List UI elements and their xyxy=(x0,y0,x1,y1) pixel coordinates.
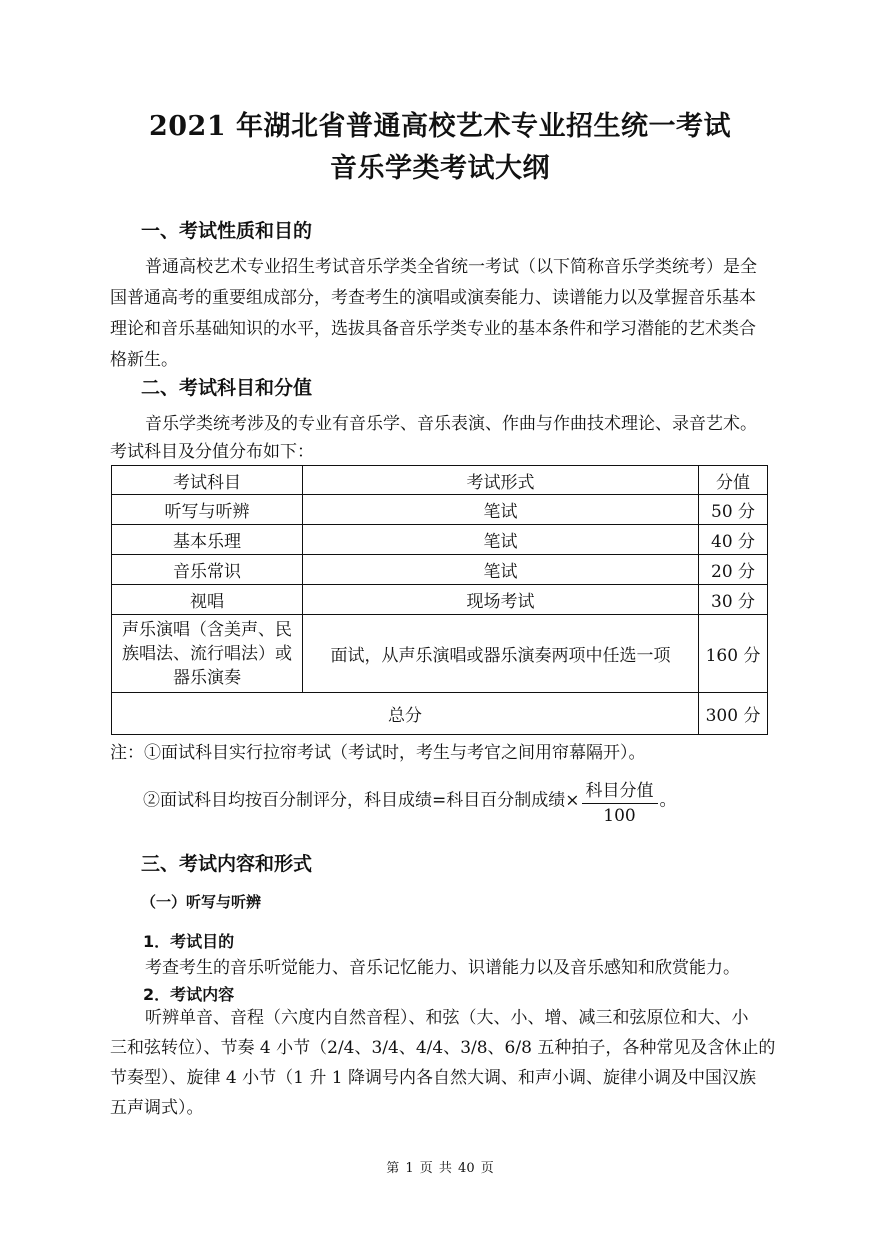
item-1-heading: 1．考试目的 xyxy=(143,932,235,951)
paragraph-line: 三和弦转位）、节奏 4 小节（2/4、3/4、4/4、3/8、6/8 五种拍子，各种常见及含休止的 xyxy=(110,1038,776,1058)
form-cell: 面试，从声乐演唱或器乐演奏两项中任选一项 xyxy=(302,615,698,693)
subject-cell: 听写与听辨 xyxy=(112,495,303,525)
table-row xyxy=(112,585,768,615)
fraction-denominator: 100 xyxy=(603,806,636,826)
paragraph-line: 国普通高考的重要组成部分，考查考生的演唱或演奏能力、读谱能力以及掌握音乐基本 xyxy=(110,288,756,308)
form-cell: 笔试 xyxy=(302,525,698,555)
item-2-paragraph xyxy=(110,1003,776,1123)
score-cell: 160 分 xyxy=(699,615,768,693)
note-2-end: 。 xyxy=(659,790,677,811)
item-1-text xyxy=(110,953,776,984)
score-cell: 20 分 xyxy=(699,555,768,585)
section-2-paragraph xyxy=(110,410,776,466)
paragraph-line: 格新生。 xyxy=(110,350,178,370)
subject-cell-line: 声乐演唱（含美声、民 xyxy=(121,619,292,640)
subject-cell: 音乐常识 xyxy=(112,555,303,585)
table-row xyxy=(112,615,768,693)
column-header-form: 考试形式 xyxy=(302,466,698,495)
total-label-cell: 总分 xyxy=(112,693,699,735)
section-2-heading: 二、考试科目和分值 xyxy=(141,377,313,399)
note-2-text: ②面试科目均按百分制评分，科目成绩=科目百分制成绩× xyxy=(143,790,580,811)
paragraph-line: 考试科目及分值分布如下： xyxy=(110,442,314,462)
page-number-footer: 第 1 页 共 40 页 xyxy=(386,1161,494,1176)
score-cell: 50 分 xyxy=(699,495,768,525)
section-1-heading: 一、考试性质和目的 xyxy=(141,220,313,242)
document-title-line-2: 音乐学类考试大纲 xyxy=(330,153,550,184)
subjects-score-table xyxy=(111,465,768,735)
section-3-heading: 三、考试内容和形式 xyxy=(141,853,313,875)
table-row xyxy=(112,525,768,555)
table-row xyxy=(112,495,768,525)
score-cell: 30 分 xyxy=(699,585,768,615)
score-fraction xyxy=(582,776,658,826)
paragraph-line: 音乐学类统考涉及的专业有音乐学、音乐表演、作曲与作曲技术理论、录音艺术。 xyxy=(145,414,757,434)
fraction-numerator: 科目分值 xyxy=(582,776,658,804)
paragraph-line: 听辨单音、音程（六度内自然音程）、和弦（大、小、增、减三和弦原位和大、小 xyxy=(145,1008,749,1028)
column-header-score: 分值 xyxy=(699,466,768,495)
document-title-line-1: 2021 年湖北省普通高校艺术专业招生统一考试 xyxy=(148,111,732,142)
subject-cell: 视唱 xyxy=(112,585,303,615)
subject-cell: 基本乐理 xyxy=(112,525,303,555)
table-row xyxy=(112,555,768,585)
section-1-paragraph xyxy=(110,252,776,376)
form-cell: 笔试 xyxy=(302,495,698,525)
score-cell: 40 分 xyxy=(699,525,768,555)
form-cell: 现场考试 xyxy=(302,585,698,615)
paragraph-line: 理论和音乐基础知识的水平，选拔具备音乐学类专业的基本条件和学习潜能的艺术类合 xyxy=(110,319,756,339)
paragraph-line: 普通高校艺术专业招生考试音乐学类全省统一考试（以下简称音乐学类统考）是全 xyxy=(145,257,757,277)
subject-cell xyxy=(112,615,303,693)
subsection-heading: （一）听写与听辨 xyxy=(141,893,262,911)
subject-cell-line: 器乐演奏 xyxy=(172,667,241,688)
paragraph-line: 节奏型）、旋律 4 小节（1 升 1 降调号内各自然大调、和声小调、旋律小调及中国汉族 xyxy=(110,1068,756,1088)
form-cell: 笔试 xyxy=(302,555,698,585)
table-total-row xyxy=(112,693,768,735)
table-note-1: 注：①面试科目实行拉帘考试（考试时，考生与考官之间用帘幕隔开）。 xyxy=(110,743,646,763)
subject-cell-line: 族唱法、流行唱法）或 xyxy=(121,643,292,664)
item-2-heading: 2．考试内容 xyxy=(143,985,235,1004)
table-note-2 xyxy=(143,776,677,826)
paragraph-line: 五声调式）。 xyxy=(110,1098,204,1118)
table-header-row xyxy=(112,466,768,495)
column-header-subject: 考试科目 xyxy=(112,466,303,495)
total-score-cell: 300 分 xyxy=(699,693,768,735)
paragraph-line: 考查考生的音乐听觉能力、音乐记忆能力、识谱能力以及音乐感知和欣赏能力。 xyxy=(145,958,740,978)
